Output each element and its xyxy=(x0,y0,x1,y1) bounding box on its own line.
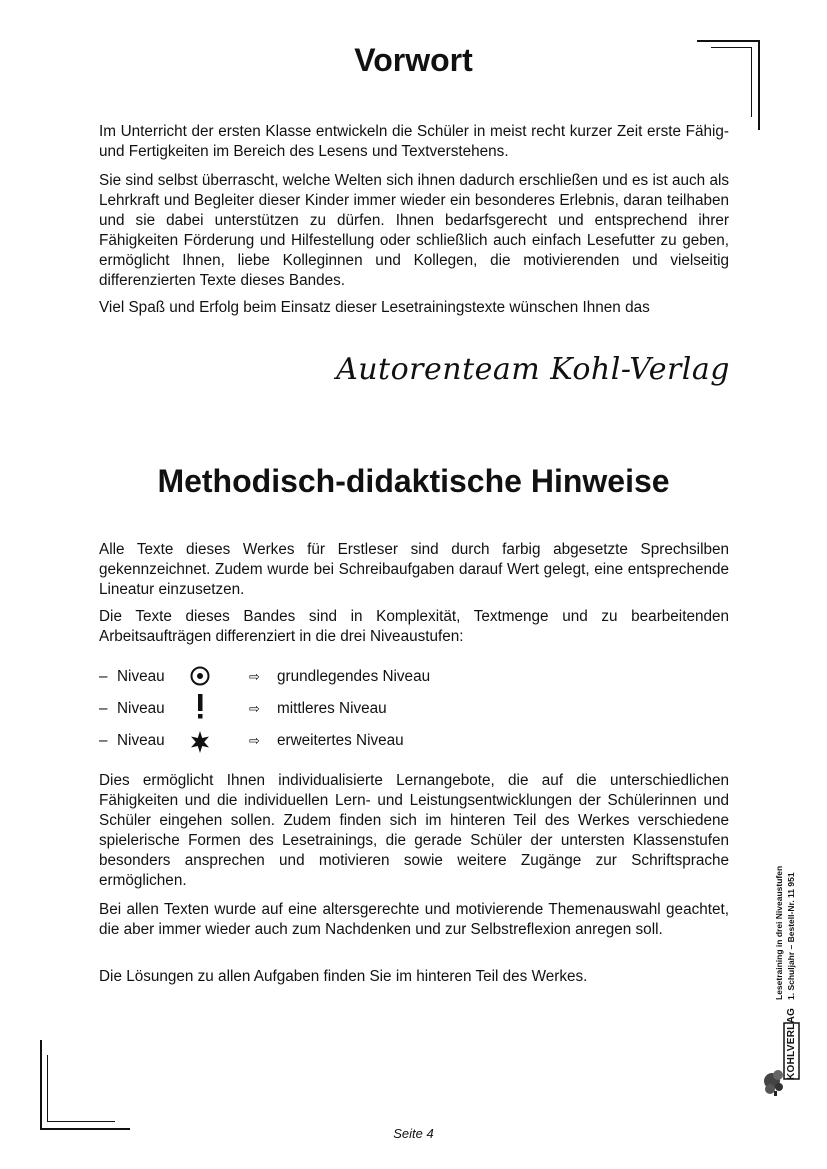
vorwort-paragraph-1: Im Unterricht der ersten Klasse entwickeln die Schüler in meist recht kurzer Zeit erste Fähig- und Fertigkeiten im Bereich des Lesens und Textverstehens. xyxy=(99,123,729,160)
publisher-logo-text: KOHLVERLAG xyxy=(786,1007,797,1080)
bottom-left-frame-v1 xyxy=(40,1040,42,1130)
star-icon xyxy=(189,729,211,753)
level-description: mittleres Niveau xyxy=(277,700,387,717)
sidebar-order-number: 1. Schuljahr – Bestell-Nr. 11 951 xyxy=(786,872,796,1000)
exclamation-icon xyxy=(189,697,211,721)
book-info-sidebar xyxy=(773,830,801,1000)
circle-dot-icon xyxy=(189,665,211,689)
level-word: Niveau xyxy=(117,700,165,717)
level-row-advanced xyxy=(99,729,599,753)
arrow-right-icon: ⇨ xyxy=(249,669,260,684)
level-word: Niveau xyxy=(117,668,165,685)
vorwort-paragraph-2: Sie sind selbst überrascht, welche Welten sich ihnen dadurch erschließen und es ist auch als Lehrkraft und Begleiter dieser Kinder immer wieder ein besonderes Erlebnis, daran teilhaben und sie dabei unterstützen zu dürfen. Ihnen bedarfsgerecht und entsprechend ihrer Fähigkeiten Förderung und Hilfestellung oder schließlich auch einfach Lesefutter zu geben, ermöglicht Ihnen, liebe Kolleginnen und Kollegen, die motivierenden und vielseitig differenzierten Texte dieses Bandes. xyxy=(99,172,729,289)
publisher-logo xyxy=(762,1005,804,1097)
arrow-right-icon: ⇨ xyxy=(249,701,260,716)
hinweise-paragraph-3: Dies ermöglicht Ihnen individualisierte Lernangebote, die auf die unterschiedlichen Fähigkeiten und die individuellen Lern- und Leistungsentwicklungen der Schülerinnen und Schüler eingehen sollen. Zudem finden sich im hinteren Teil des Werkes verschiedene spielerische Formen des Lesetrainings, die gerade Schüler der untersten Klassenstufen besonders ansprechen und motivieren sowie weitere Zugänge zur Schriftsprache ermöglichen. xyxy=(99,772,729,889)
hinweise-intro-paragraph-1: Alle Texte dieses Werkes für Erstleser sind durch farbig abgesetzte Sprechsilben gekennzeichnet. Zudem wurde bei Schreibaufgaben darauf Wert gelegt, eine entsprechende Lineatur einzusetzen. xyxy=(99,541,729,598)
level-row-medium xyxy=(99,697,599,721)
bottom-left-frame-h2 xyxy=(47,1121,115,1122)
hinweise-paragraph-5: Die Lösungen zu allen Aufgaben finden Sie im hinteren Teil des Werkes. xyxy=(99,968,588,985)
author-signature: Autorenteam Kohl-Verlag xyxy=(336,352,730,387)
hinweise-title: Methodisch-didaktische Hinweise xyxy=(157,463,670,499)
arrow-right-icon: ⇨ xyxy=(249,733,260,748)
vorwort-paragraph-3: Viel Spaß und Erfolg beim Einsatz dieser Lesetrainingstexte wünschen Ihnen das xyxy=(99,299,650,316)
level-dash: – xyxy=(99,668,108,685)
level-dash: – xyxy=(99,700,108,717)
hinweise-paragraph-4: Bei allen Texten wurde auf eine altersgerechte und motivierende Themenauswahl geachtet, die aber immer wieder auch zum Nachdenken und zur Selbstreflexion anregen soll. xyxy=(99,901,729,938)
level-description: erweitertes Niveau xyxy=(277,732,404,749)
level-dash: – xyxy=(99,732,108,749)
vorwort-title: Vorwort xyxy=(354,42,473,78)
bottom-left-frame-v2 xyxy=(47,1055,48,1122)
level-description: grundlegendes Niveau xyxy=(277,668,431,685)
sidebar-book-title: Lesetraining in drei Niveaustufen xyxy=(774,865,784,1000)
level-word: Niveau xyxy=(117,732,165,749)
hinweise-intro-paragraph-2: Die Texte dieses Bandes sind in Komplexität, Textmenge und zu bearbeitenden Arbeitsaufträgen differenziert in die drei Niveaustufen: xyxy=(99,608,729,645)
level-row-basic xyxy=(99,665,599,689)
page-number: Seite 4 xyxy=(393,1126,434,1141)
